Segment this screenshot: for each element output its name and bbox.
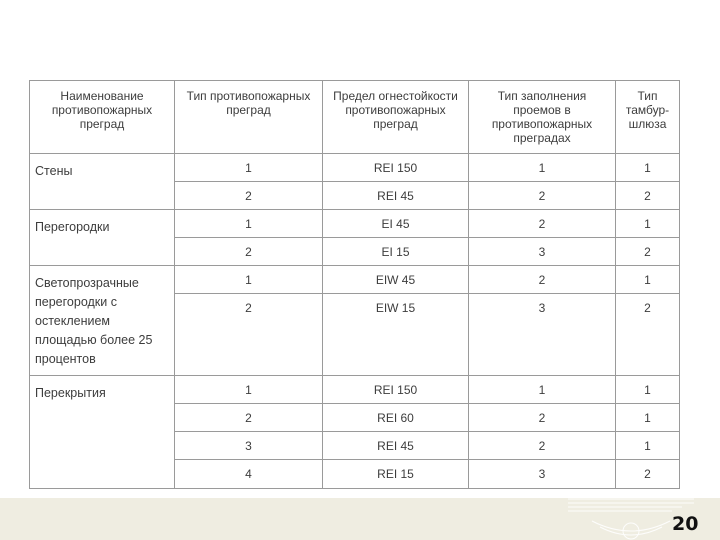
header-barrier-type: Тип противопожарных преград <box>175 81 323 154</box>
cell-type: 2 <box>175 238 323 266</box>
page-number: 20 <box>672 513 699 535</box>
cell-fill: 2 <box>469 210 616 238</box>
cell-fill: 2 <box>469 182 616 210</box>
cell-fill: 2 <box>469 404 616 432</box>
cell-limit: EIW 15 <box>323 294 469 376</box>
cell-limit: REI 150 <box>323 376 469 404</box>
cell-airlock: 2 <box>616 238 680 266</box>
header-opening-fill-type: Тип заполнения проемов в противопожарных преградах <box>469 81 616 154</box>
table-header-row <box>30 81 680 154</box>
cell-fill: 1 <box>469 154 616 182</box>
cell-fill: 3 <box>469 294 616 376</box>
cell-limit: REI 60 <box>323 404 469 432</box>
header-barrier-name: Наименование противопожарных преград <box>30 81 175 154</box>
cell-airlock: 1 <box>616 432 680 460</box>
cell-type: 1 <box>175 376 323 404</box>
cell-airlock: 1 <box>616 404 680 432</box>
cell-limit: REI 45 <box>323 432 469 460</box>
cell-type: 1 <box>175 266 323 294</box>
row-label-floors: Перекрытия <box>30 376 175 489</box>
cell-limit: REI 45 <box>323 182 469 210</box>
cell-type: 1 <box>175 210 323 238</box>
cell-fill: 1 <box>469 376 616 404</box>
cell-airlock: 2 <box>616 460 680 489</box>
cell-limit: EI 45 <box>323 210 469 238</box>
cell-limit: REI 150 <box>323 154 469 182</box>
cell-type: 2 <box>175 182 323 210</box>
cell-airlock: 1 <box>616 266 680 294</box>
cell-type: 2 <box>175 294 323 376</box>
cell-limit: EI 15 <box>323 238 469 266</box>
cell-fill: 2 <box>469 432 616 460</box>
header-airlock-type: Тип тамбур-шлюза <box>616 81 680 154</box>
table-row <box>30 210 680 238</box>
cell-fill: 3 <box>469 238 616 266</box>
table-row <box>30 376 680 404</box>
cell-type: 3 <box>175 432 323 460</box>
cell-fill: 2 <box>469 266 616 294</box>
fire-barriers-table <box>29 80 680 489</box>
cell-airlock: 2 <box>616 294 680 376</box>
row-label-glazed-partitions: Светопрозрачные перегородки с остеклением площадью более 25 процентов <box>30 266 175 376</box>
cell-type: 2 <box>175 404 323 432</box>
cell-airlock: 1 <box>616 154 680 182</box>
row-label-walls: Стены <box>30 154 175 210</box>
table-row <box>30 154 680 182</box>
cell-type: 4 <box>175 460 323 489</box>
header-fire-resistance: Предел огнестойкости противопожарных преград <box>323 81 469 154</box>
cell-airlock: 1 <box>616 376 680 404</box>
cell-fill: 3 <box>469 460 616 489</box>
cell-limit: REI 15 <box>323 460 469 489</box>
cell-limit: EIW 45 <box>323 266 469 294</box>
cell-airlock: 1 <box>616 210 680 238</box>
row-label-partitions: Перегородки <box>30 210 175 266</box>
cell-airlock: 2 <box>616 182 680 210</box>
cell-type: 1 <box>175 154 323 182</box>
table-row <box>30 266 680 294</box>
